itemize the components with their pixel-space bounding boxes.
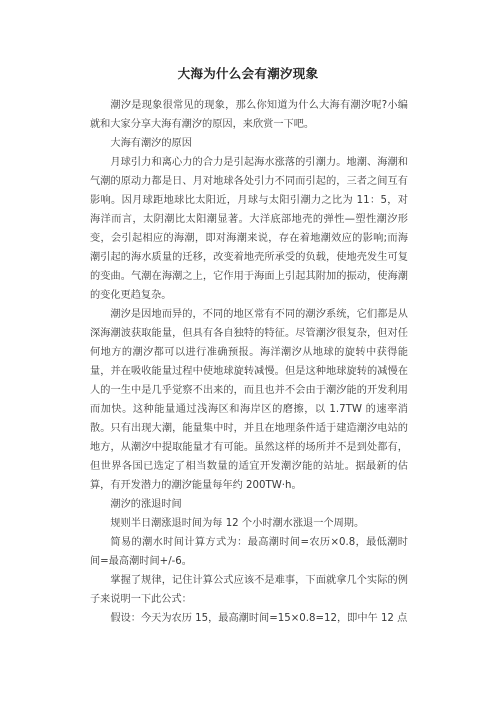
document-body (90, 96, 408, 628)
paragraph-formula: 简易的潮水时间计算方式为：最高潮时间=农历×0.8，最低潮时间=最高潮时间+/-6。 (90, 537, 408, 567)
section-heading-timing: 潮汐的涨退时间 (110, 499, 182, 510)
document-title: 大海为什么会有潮汐现象 (177, 66, 319, 81)
paragraph-tidal-energy: 潮汐是因地而异的，不同的地区常有不同的潮汐系统，它们都是从深海潮波获取能量，但具有各自独特的特征。尽管潮汐很复杂，但对任何地方的潮汐都可以进行准确预报。海洋潮汐从地球的旋转中获得能量，并在吸收能量过程中使地球旋转减慢。但是这种地球旋转的减慢在人的一生中是几乎觉察不出来的，而且也并不会由于潮汐能的开发利用而加快。这种能量通过浅海区和海岸区的磨擦，以 1.7TW 的速率消散。只有出现大潮，能量集中时，并且在地理条件适于建造潮汐电站的地方，从潮汐中提取能量才有可能。虽然这样的场所并不是到处都有，但世界各国已选定了相当数量的适宜开发潮汐能的站址。据最新的估算，有开发潜力的潮汐能量每年约 200TW·h。 (90, 309, 408, 491)
paragraph-example-intro: 掌握了规律，记住计算公式应该不是难事，下面就拿几个实际的例子来说明一下此公式： (90, 575, 408, 605)
paragraph-intro: 潮汐是现象很常见的现象，那么你知道为什么大海有潮汐呢?小编就和大家分享大海有潮汐的原因，来欣赏一下吧。 (90, 100, 408, 130)
paragraph-semidiurnal: 规则半日潮涨退时间为每 12 个小时潮水涨退一个周期。 (110, 518, 365, 529)
paragraph-tidal-force: 月球引力和离心力的合力是引起海水涨落的引潮力。地潮、海潮和气潮的原动力都是日、月对地球各处引力不同而引起的，三者之间互有影响。因月球距地球比太阳近，月球与太阳引潮力之比为 11：5，对海洋而言，太阴潮比太阳潮显著。大洋底部地壳的弹性—塑性潮汐形变，会引起相应的海潮，即对海潮来说，存在着地潮效应的影响;而海潮引起的海水质量的迁移，改变着地壳所承受的负载，使地壳发生可复的变曲。气潮在海潮之上，它作用于海面上引起其附加的振动，使海潮的变化更趋复杂。 (90, 157, 408, 301)
paragraph-example: 假设：今天为农历 15，最高潮时间=15×0.8=12，即中午 12 点 (110, 613, 408, 624)
section-heading-cause: 大海有潮汐的原因 (110, 138, 192, 149)
